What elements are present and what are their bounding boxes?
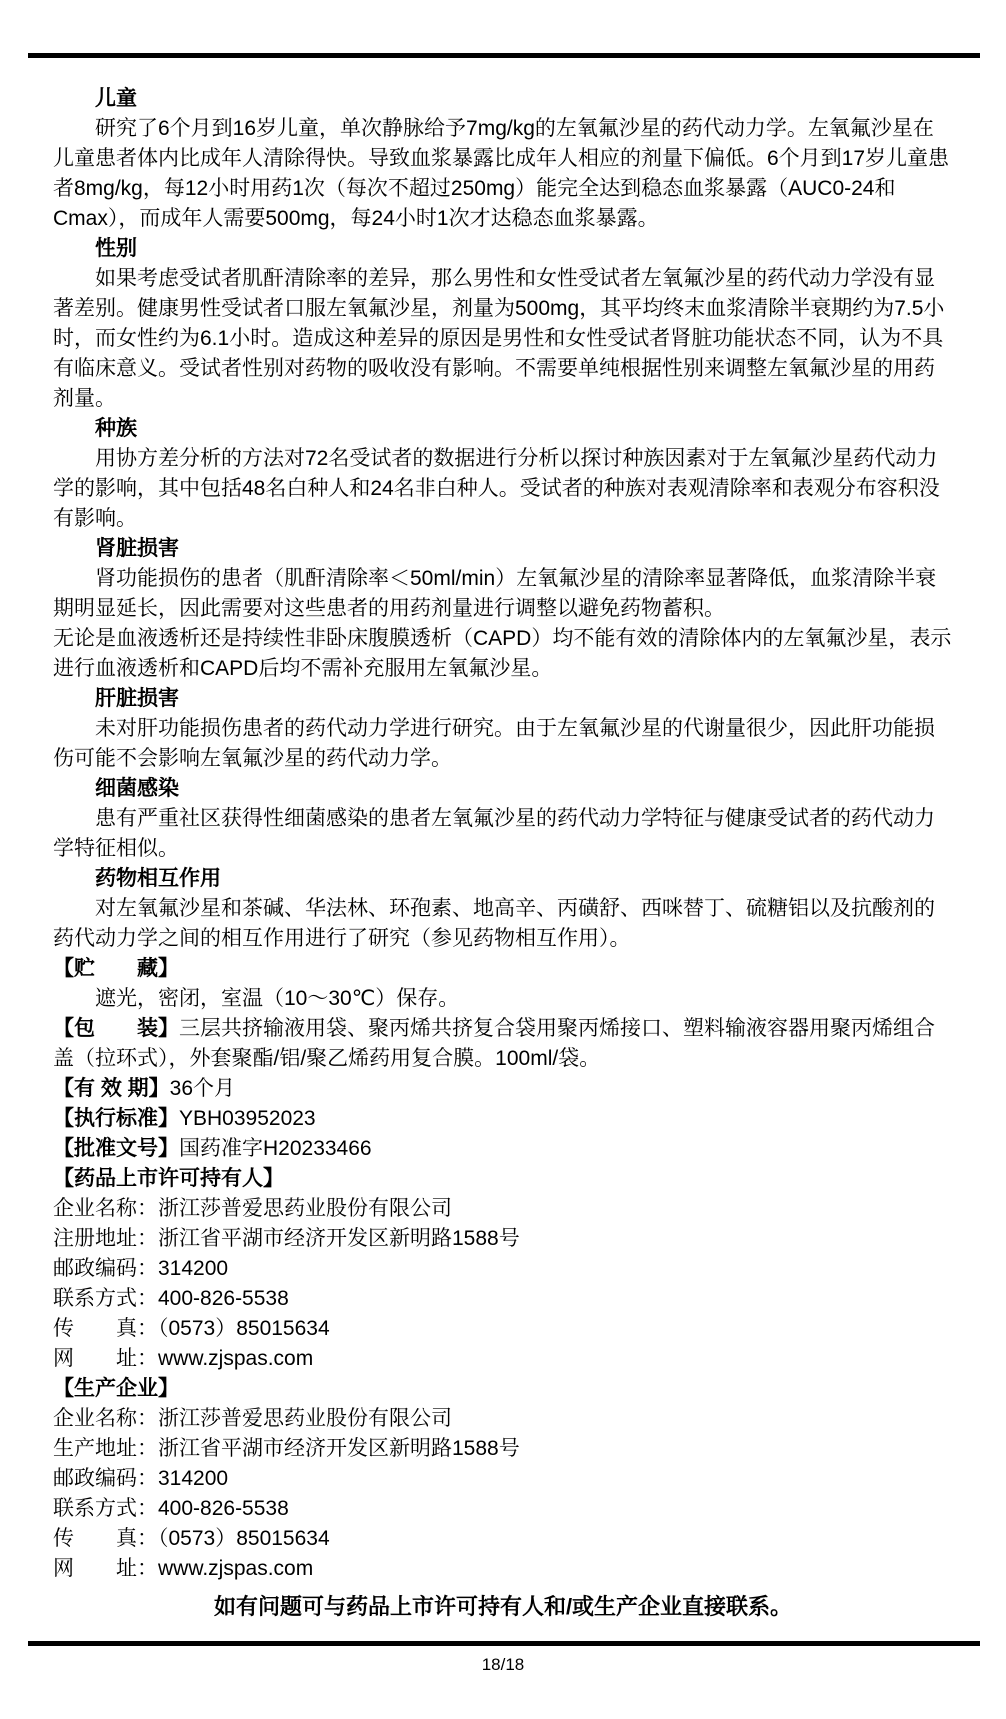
standard-value: YBH03952023 bbox=[179, 1107, 316, 1130]
manufacturer-production-address: 生产地址：浙江省平湖市经济开发区新明路1588号 bbox=[53, 1437, 520, 1460]
row-approval-number bbox=[53, 1134, 954, 1164]
para-drug-interactions: 对左氧氟沙星和茶碱、华法林、环孢素、地高辛、丙磺舒、西咪替丁、硫糖铝以及抗酸剂的药代动力学之间的相互作用进行了研究（参见药物相互作用）。 bbox=[53, 897, 935, 950]
holder-registered-address: 注册地址：浙江省平湖市经济开发区新明路1588号 bbox=[53, 1227, 520, 1250]
para-children: 研究了6个月到16岁儿童，单次静脉给予7mg/kg的左氧氟沙星的药代动力学。左氧氟沙星在儿童患者体内比成年人清除得快。导致血浆暴露比成年人相应的剂量下偏低。6个月到17岁儿童患者8mg/kg，每12小时用药1次（每次不超过250mg）能完全达到稳态血浆暴露（AUC0-24和Cmax），而成年人需要500mg，每24小时1次才达稳态血浆暴露。 bbox=[53, 117, 950, 230]
para-renal-impairment: 肾功能损伤的患者（肌酐清除率＜50ml/min）左氧氟沙星的清除率显著降低，血浆清除半衰期明显延长，因此需要对这些患者的用药剂量进行调整以避免药物蓄积。 bbox=[53, 567, 937, 620]
holder-contact-phone: 联系方式：400-826-5538 bbox=[53, 1287, 289, 1310]
approval-number-value: 国药准字H20233466 bbox=[179, 1137, 372, 1160]
manufacturer-contact-phone: 联系方式：400-826-5538 bbox=[53, 1497, 289, 1520]
manufacturer-fax: 传 真：（0573）85015634 bbox=[53, 1527, 330, 1550]
heading-license-holder: 【药品上市许可持有人】 bbox=[53, 1167, 284, 1190]
para-bacterial-infection: 患有严重社区获得性细菌感染的患者左氧氟沙星的药代动力学特征与健康受试者的药代动力学特征相似。 bbox=[53, 807, 935, 860]
heading-storage: 【贮 藏】 bbox=[53, 957, 179, 980]
packaging-label: 【包 装】 bbox=[53, 1017, 179, 1040]
para-gender: 如果考虑受试者肌酐清除率的差异，那么男性和女性受试者左氧氟沙星的药代动力学没有显著差别。健康男性受试者口服左氧氟沙星，剂量为500mg，其平均终末血浆清除半衰期约为7.5小时，而女性约为6.1小时。造成这种差异的原因是男性和女性受试者肾脏功能状态不同，认为不具有临床意义。受试者性别对药物的吸收没有影响。不需要单纯根据性别来调整左氧氟沙星的用药剂量。 bbox=[53, 267, 945, 410]
holder-company-name: 企业名称：浙江莎普爱思药业股份有限公司 bbox=[53, 1197, 452, 1220]
heading-drug-interactions: 药物相互作用 bbox=[95, 867, 221, 890]
packaging-value: 三层共挤输液用袋、聚丙烯共挤复合袋用聚丙烯接口、塑料输液容器用聚丙烯组合盖（拉环式），外套聚酯/铝/聚乙烯药用复合膜。100ml/袋。 bbox=[53, 1017, 935, 1070]
holder-postal-code: 邮政编码：314200 bbox=[53, 1257, 229, 1280]
heading-hepatic-impairment: 肝脏损害 bbox=[95, 687, 179, 710]
bottom-rule bbox=[28, 1641, 980, 1646]
row-packaging bbox=[53, 1014, 954, 1074]
manufacturer-website: 网 址：www.zjspas.com bbox=[53, 1557, 314, 1580]
standard-label: 【执行标准】 bbox=[53, 1107, 179, 1130]
manufacturer-postal-code: 邮政编码：314200 bbox=[53, 1467, 229, 1490]
para-hepatic-impairment: 未对肝功能损伤患者的药代动力学进行研究。由于左氧氟沙星的代谢量很少，因此肝功能损伤可能不会影响左氧氟沙星的药代动力学。 bbox=[53, 717, 935, 770]
para-race: 用协方差分析的方法对72名受试者的数据进行分析以探讨种族因素对于左氧氟沙星药代动力学的影响，其中包括48名白种人和24名非白种人。受试者的种族对表观清除率和表观分布容积没有影响。 bbox=[53, 447, 940, 530]
shelf-life-value: 36个月 bbox=[169, 1077, 236, 1100]
footer-contact-note: 如有问题可与药品上市许可持有人和/或生产企业直接联系。 bbox=[213, 1594, 793, 1619]
shelf-life-label: 【有 效 期】 bbox=[53, 1077, 170, 1100]
heading-renal-impairment: 肾脏损害 bbox=[95, 537, 179, 560]
row-shelf-life bbox=[53, 1074, 954, 1104]
top-rule bbox=[28, 53, 980, 58]
document-body bbox=[53, 84, 954, 1584]
heading-children: 儿童 bbox=[95, 87, 137, 110]
holder-website: 网 址：www.zjspas.com bbox=[53, 1347, 314, 1370]
para-storage: 遮光，密闭，室温（10～30℃）保存。 bbox=[95, 987, 460, 1010]
manufacturer-company-name: 企业名称：浙江莎普爱思药业股份有限公司 bbox=[53, 1407, 452, 1430]
holder-fax: 传 真：（0573）85015634 bbox=[53, 1317, 330, 1340]
heading-race: 种族 bbox=[95, 417, 137, 440]
heading-gender: 性别 bbox=[95, 237, 137, 260]
heading-manufacturer: 【生产企业】 bbox=[53, 1377, 179, 1400]
approval-number-label: 【批准文号】 bbox=[53, 1137, 179, 1160]
para-dialysis: 无论是血液透析还是持续性非卧床腹膜透析（CAPD）均不能有效的清除体内的左氧氟沙星，表示进行血液透析和CAPD后均不需补充服用左氧氟沙星。 bbox=[53, 627, 952, 680]
row-standard bbox=[53, 1104, 954, 1134]
heading-bacterial-infection: 细菌感染 bbox=[95, 777, 179, 800]
page-number: 18/18 bbox=[481, 1655, 525, 1674]
